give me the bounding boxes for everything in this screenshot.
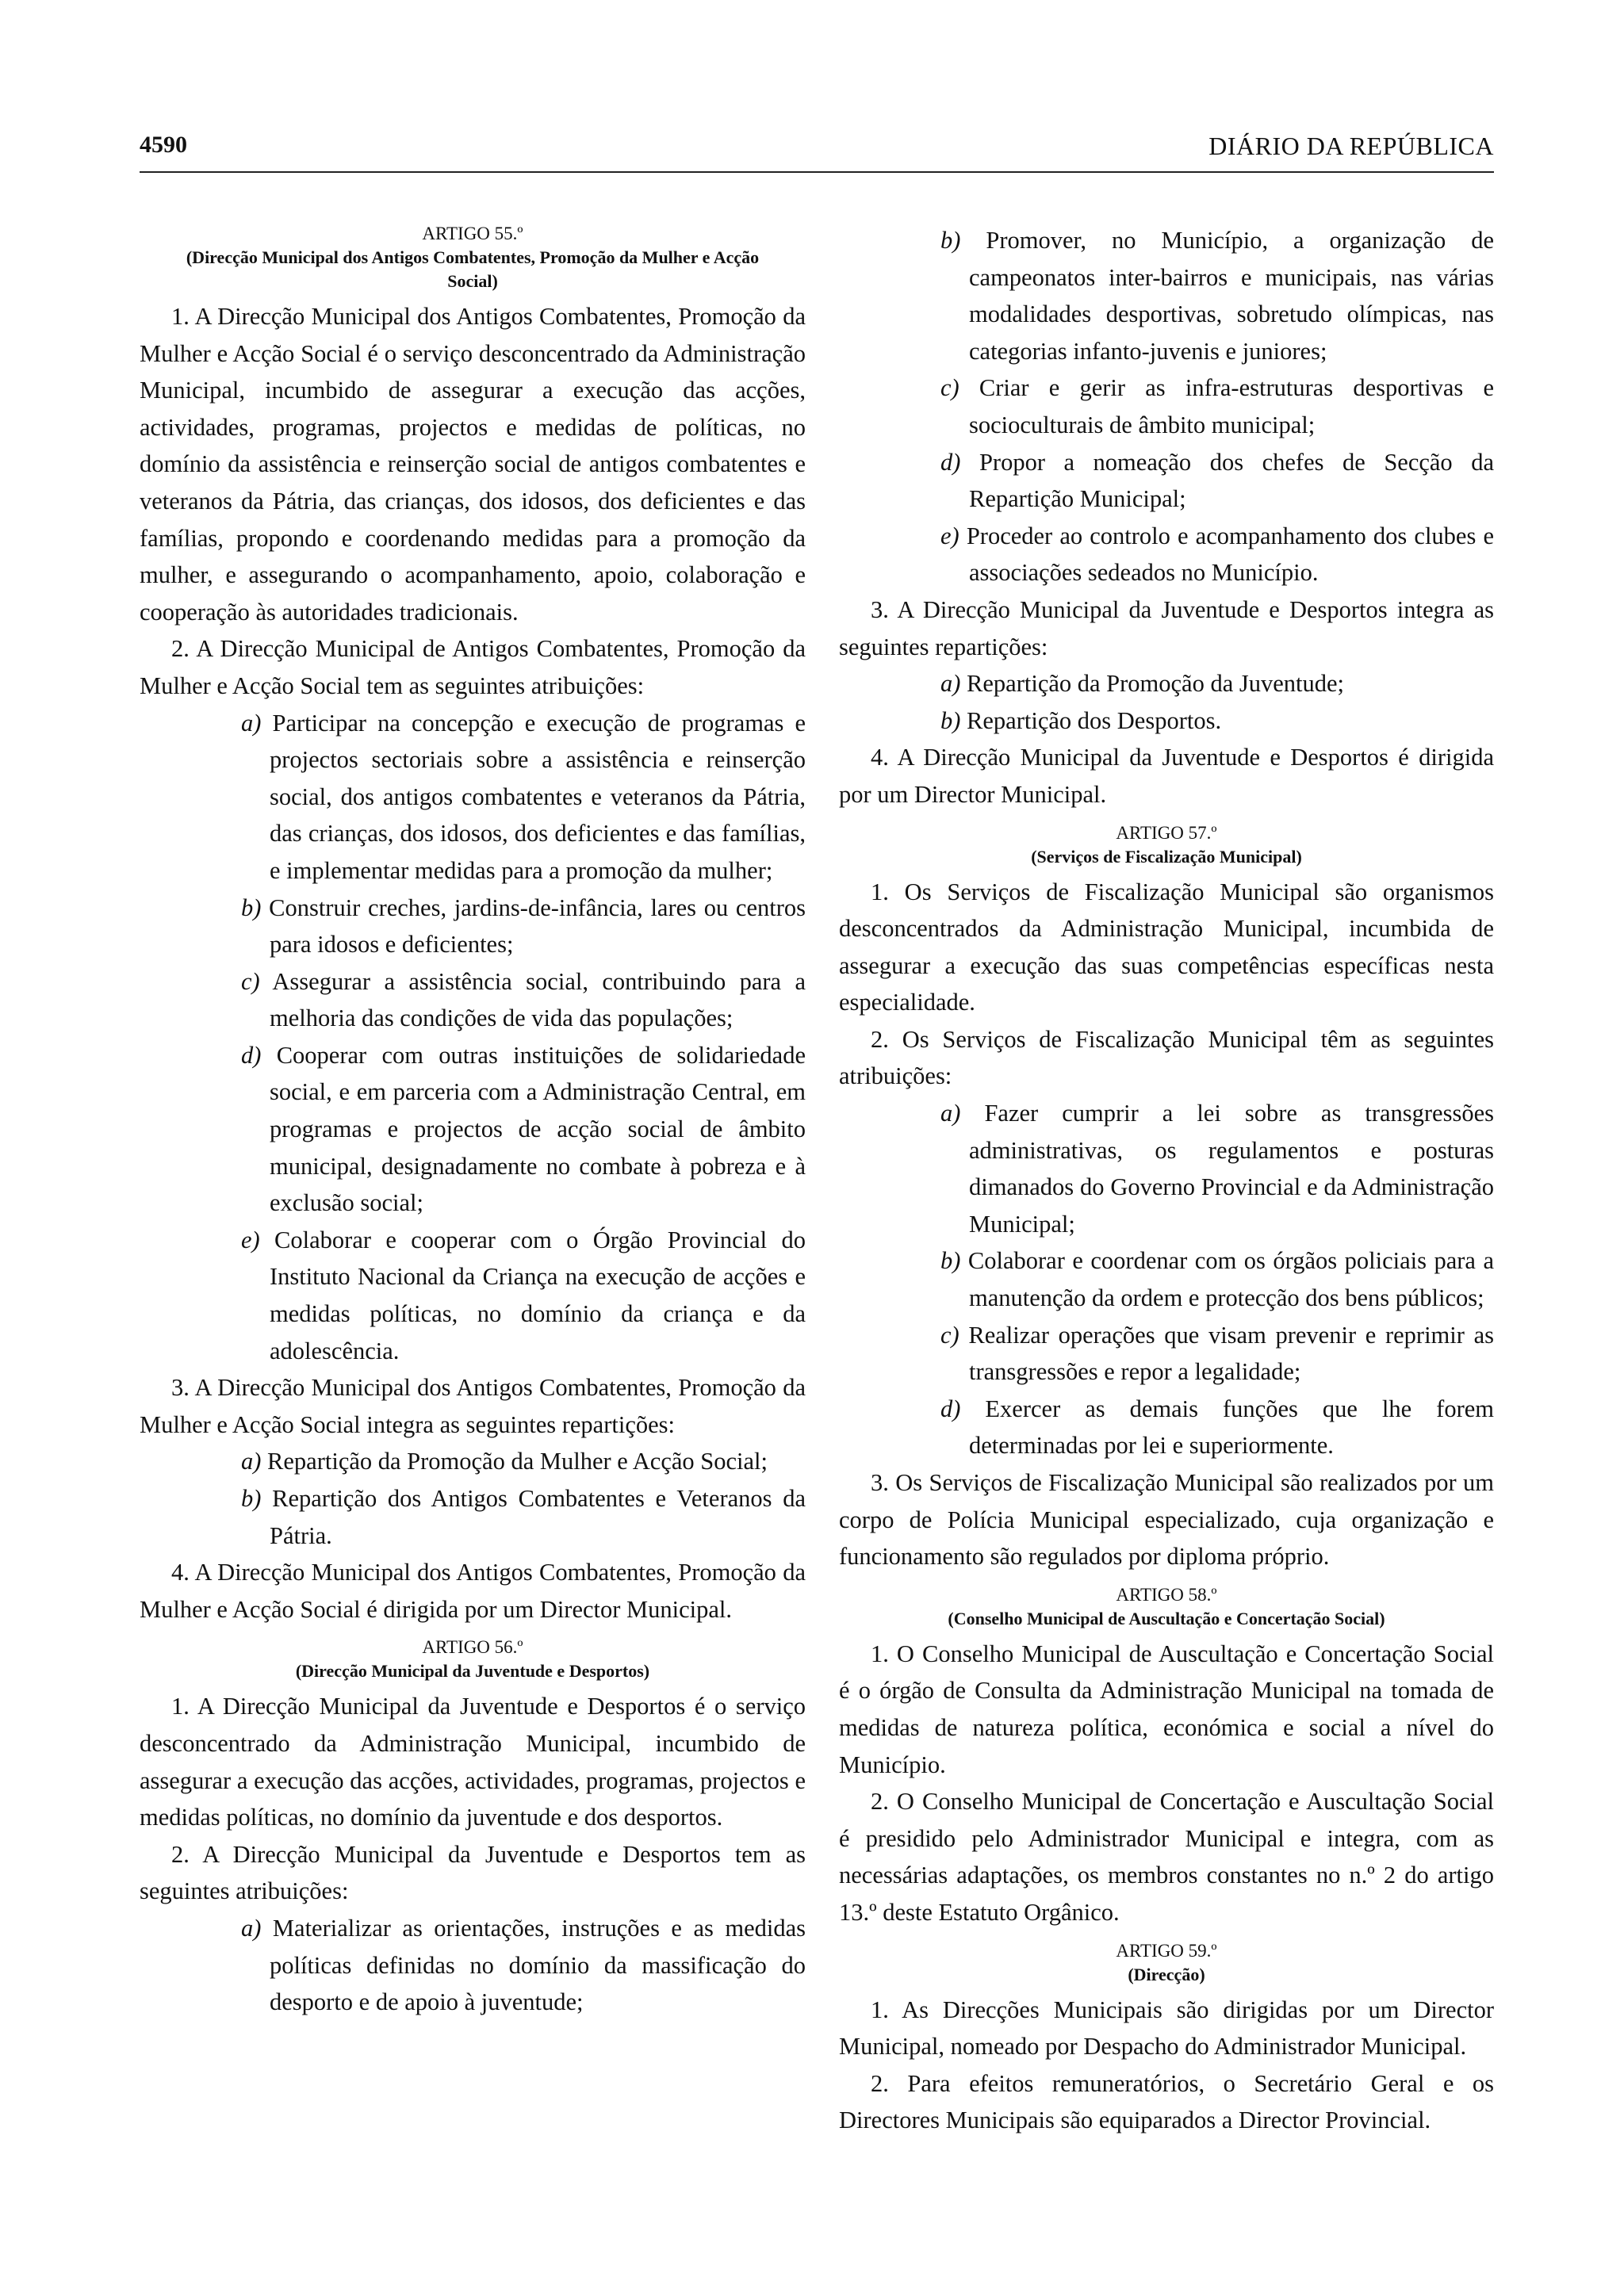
article-57-title: (Serviços de Fiscalização Municipal): [1031, 846, 1302, 867]
article-58-paragraph-1: 1. O Conselho Municipal de Auscultação e Concertação Social é o órgão de Consulta da Administração Municipal na tomada de medidas de natureza política, económica e social a nível do Município.: [839, 1640, 1494, 1778]
journal-title: DIÁRIO DA REPÚBLICA: [1208, 132, 1494, 160]
article-57-number: ARTIGO 57.º: [1116, 822, 1217, 843]
article-55-paragraph-4: 4. A Direcção Municipal dos Antigos Combatentes, Promoção da Mulher e Acção Social é dirigida por um Director Municipal.: [140, 1559, 806, 1623]
list-item: a) Materializar as orientações, instruções e as medidas políticas definidas no domínio da massificação do desporto e de apoio à juventude;: [241, 1914, 806, 2016]
article-57-paragraph-2: 2. Os Serviços de Fiscalização Municipal têm as seguintes atribuições:: [839, 1025, 1494, 1090]
article-58-paragraph-2: 2. O Conselho Municipal de Concertação e Auscultação Social é presidido pelo Administrador Municipal e integra, com as necessárias adaptações, os membros constantes no n.º 2 do artigo 13.º deste Estatuto Orgânico.: [839, 1788, 1494, 1926]
article-55-paragraph-1: 1. A Direcção Municipal dos Antigos Combatentes, Promoção da Mulher e Acção Social é o serviço desconcentrado da Administração Municipal, incumbido de assegurar a execução das acções, actividades, programas, projectos e medidas de políticas, no domínio da assistência e reinserção social de antigos combatentes e veteranos da Pátria, das crianças, dos idosos, dos deficientes e das famílias, propondo e coordenando medidas para a promoção da mulher, e assegurando o acompanhamento, apoio, colaboração e cooperação às autoridades tradicionais.: [140, 303, 806, 626]
article-55-paragraph-2: 2. A Direcção Municipal de Antigos Combatentes, Promoção da Mulher e Acção Social tem as seguintes atribuições:: [140, 635, 806, 699]
page-number: 4590: [140, 132, 187, 158]
article-55-number: ARTIGO 55.º: [422, 224, 523, 243]
right-column: [839, 222, 1494, 2139]
article-56-paragraph-3: 3. A Direcção Municipal da Juventude e Desportos integra as seguintes repartições:: [839, 595, 1494, 660]
list-item: b) Colaborar e coordenar com os órgãos policiais para a manutenção da ordem e protecção dos bens públicos;: [940, 1247, 1494, 1312]
list-item: a) Fazer cumprir a lei sobre as transgressões administrativas, os regulamentos e posturas dimanados do Governo Provincial e da Administração Municipal;: [940, 1100, 1494, 1238]
article-56-paragraph-1: 1. A Direcção Municipal da Juventude e Desportos é o serviço desconcentrado da Administração Municipal, incumbido de assegurar a execução das acções, actividades, programas, projectos e medidas políticas, no domínio da juventude e dos desportos.: [140, 1693, 806, 1831]
list-item: d) Exercer as demais funções que lhe forem determinadas por lei e superiormente.: [940, 1395, 1494, 1460]
list-item: d) Cooperar com outras instituições de solidariedade social, e em parceria com a Administração Central, em programas e projectos de acção social de âmbito municipal, designadamente no combate à pobreza e à exclusão social;: [241, 1041, 806, 1217]
header-rule: [140, 171, 1494, 173]
article-57-paragraph-3: 3. Os Serviços de Fiscalização Municipal são realizados por um corpo de Polícia Municipal especializado, cuja organização e funcionamento são regulados por diploma próprio.: [839, 1469, 1494, 1571]
list-item: c) Realizar operações que visam prevenir e reprimir as transgressões e repor a legalidade;: [940, 1321, 1494, 1386]
list-item: c) Assegurar a assistência social, contribuindo para a melhoria das condições de vida das populações;: [241, 967, 806, 1032]
list-item: c) Criar e gerir as infra-estruturas desportivas e socioculturais de âmbito municipal;: [940, 374, 1494, 438]
list-item: b) Repartição dos Desportos.: [940, 706, 1222, 734]
article-59-number: ARTIGO 59.º: [1116, 1940, 1217, 1961]
list-item: d) Propor a nomeação dos chefes de Secção da Repartição Municipal;: [940, 448, 1494, 513]
article-58-title: (Conselho Municipal de Auscultação e Concertação Social): [948, 1608, 1385, 1628]
list-item: b) Construir creches, jardins-de-infância, lares ou centros para idosos e deficientes;: [241, 894, 806, 959]
article-56-number: ARTIGO 56.º: [422, 1637, 523, 1658]
list-item: a) Participar na concepção e execução de programas e projectos sectoriais sobre a assistência e reinserção social, dos antigos combatentes e veteranos da Pátria, das crianças, dos idosos, dos deficientes e das famílias, e implementar medidas para a promoção da mulher;: [241, 709, 806, 884]
article-55-paragraph-3: 3. A Direcção Municipal dos Antigos Combatentes, Promoção da Mulher e Acção Social integra as seguintes repartições:: [140, 1374, 806, 1438]
article-56-paragraph-2: 2. A Direcção Municipal da Juventude e Desportos tem as seguintes atribuições:: [140, 1840, 806, 1905]
article-59-paragraph-1: 1. As Direcções Municipais são dirigidas por um Director Municipal, nomeado por Despacho do Administrador Municipal.: [839, 1996, 1494, 2061]
list-item: e) Proceder ao controlo e acompanhamento dos clubes e associações sedeados no Município.: [940, 522, 1494, 587]
list-item: a) Repartição da Promoção da Mulher e Acção Social;: [241, 1448, 768, 1475]
article-55-title: (Direcção Municipal dos Antigos Combatentes, Promoção da Mulher e Acção Social): [186, 247, 760, 291]
article-59-paragraph-2: 2. Para efeitos remuneratórios, o Secretário Geral e os Directores Municipais são equiparados a Director Provincial.: [839, 2069, 1494, 2134]
article-56-paragraph-4: 4. A Direcção Municipal da Juventude e Desportos é dirigida por um Director Municipal.: [839, 744, 1494, 808]
article-56-title: (Direcção Municipal da Juventude e Desportos): [295, 1661, 650, 1682]
list-item: e) Colaborar e cooperar com o Órgão Provincial do Instituto Nacional da Criança na execução de acções e medidas políticas, no domínio da criança e da adolescência.: [241, 1226, 806, 1364]
article-58-number: ARTIGO 58.º: [1116, 1584, 1217, 1605]
left-column: [140, 222, 806, 2021]
list-item: a) Repartição da Promoção da Juventude;: [940, 670, 1345, 698]
article-59-title: (Direcção): [1128, 1964, 1205, 1984]
article-57-paragraph-1: 1. Os Serviços de Fiscalização Municipal são organismos desconcentrados da Administração Municipal, incumbida de assegurar a execução das suas competências específicas nesta especialidade.: [839, 878, 1494, 1016]
list-item: b) Repartição dos Antigos Combatentes e Veteranos da Pátria.: [241, 1485, 806, 1549]
list-item: b) Promover, no Município, a organização de campeonatos inter-bairros e municipais, nas várias modalidades desportivas, sobretudo olímpicas, nas categorias infanto-juvenis e juniores;: [940, 227, 1494, 365]
